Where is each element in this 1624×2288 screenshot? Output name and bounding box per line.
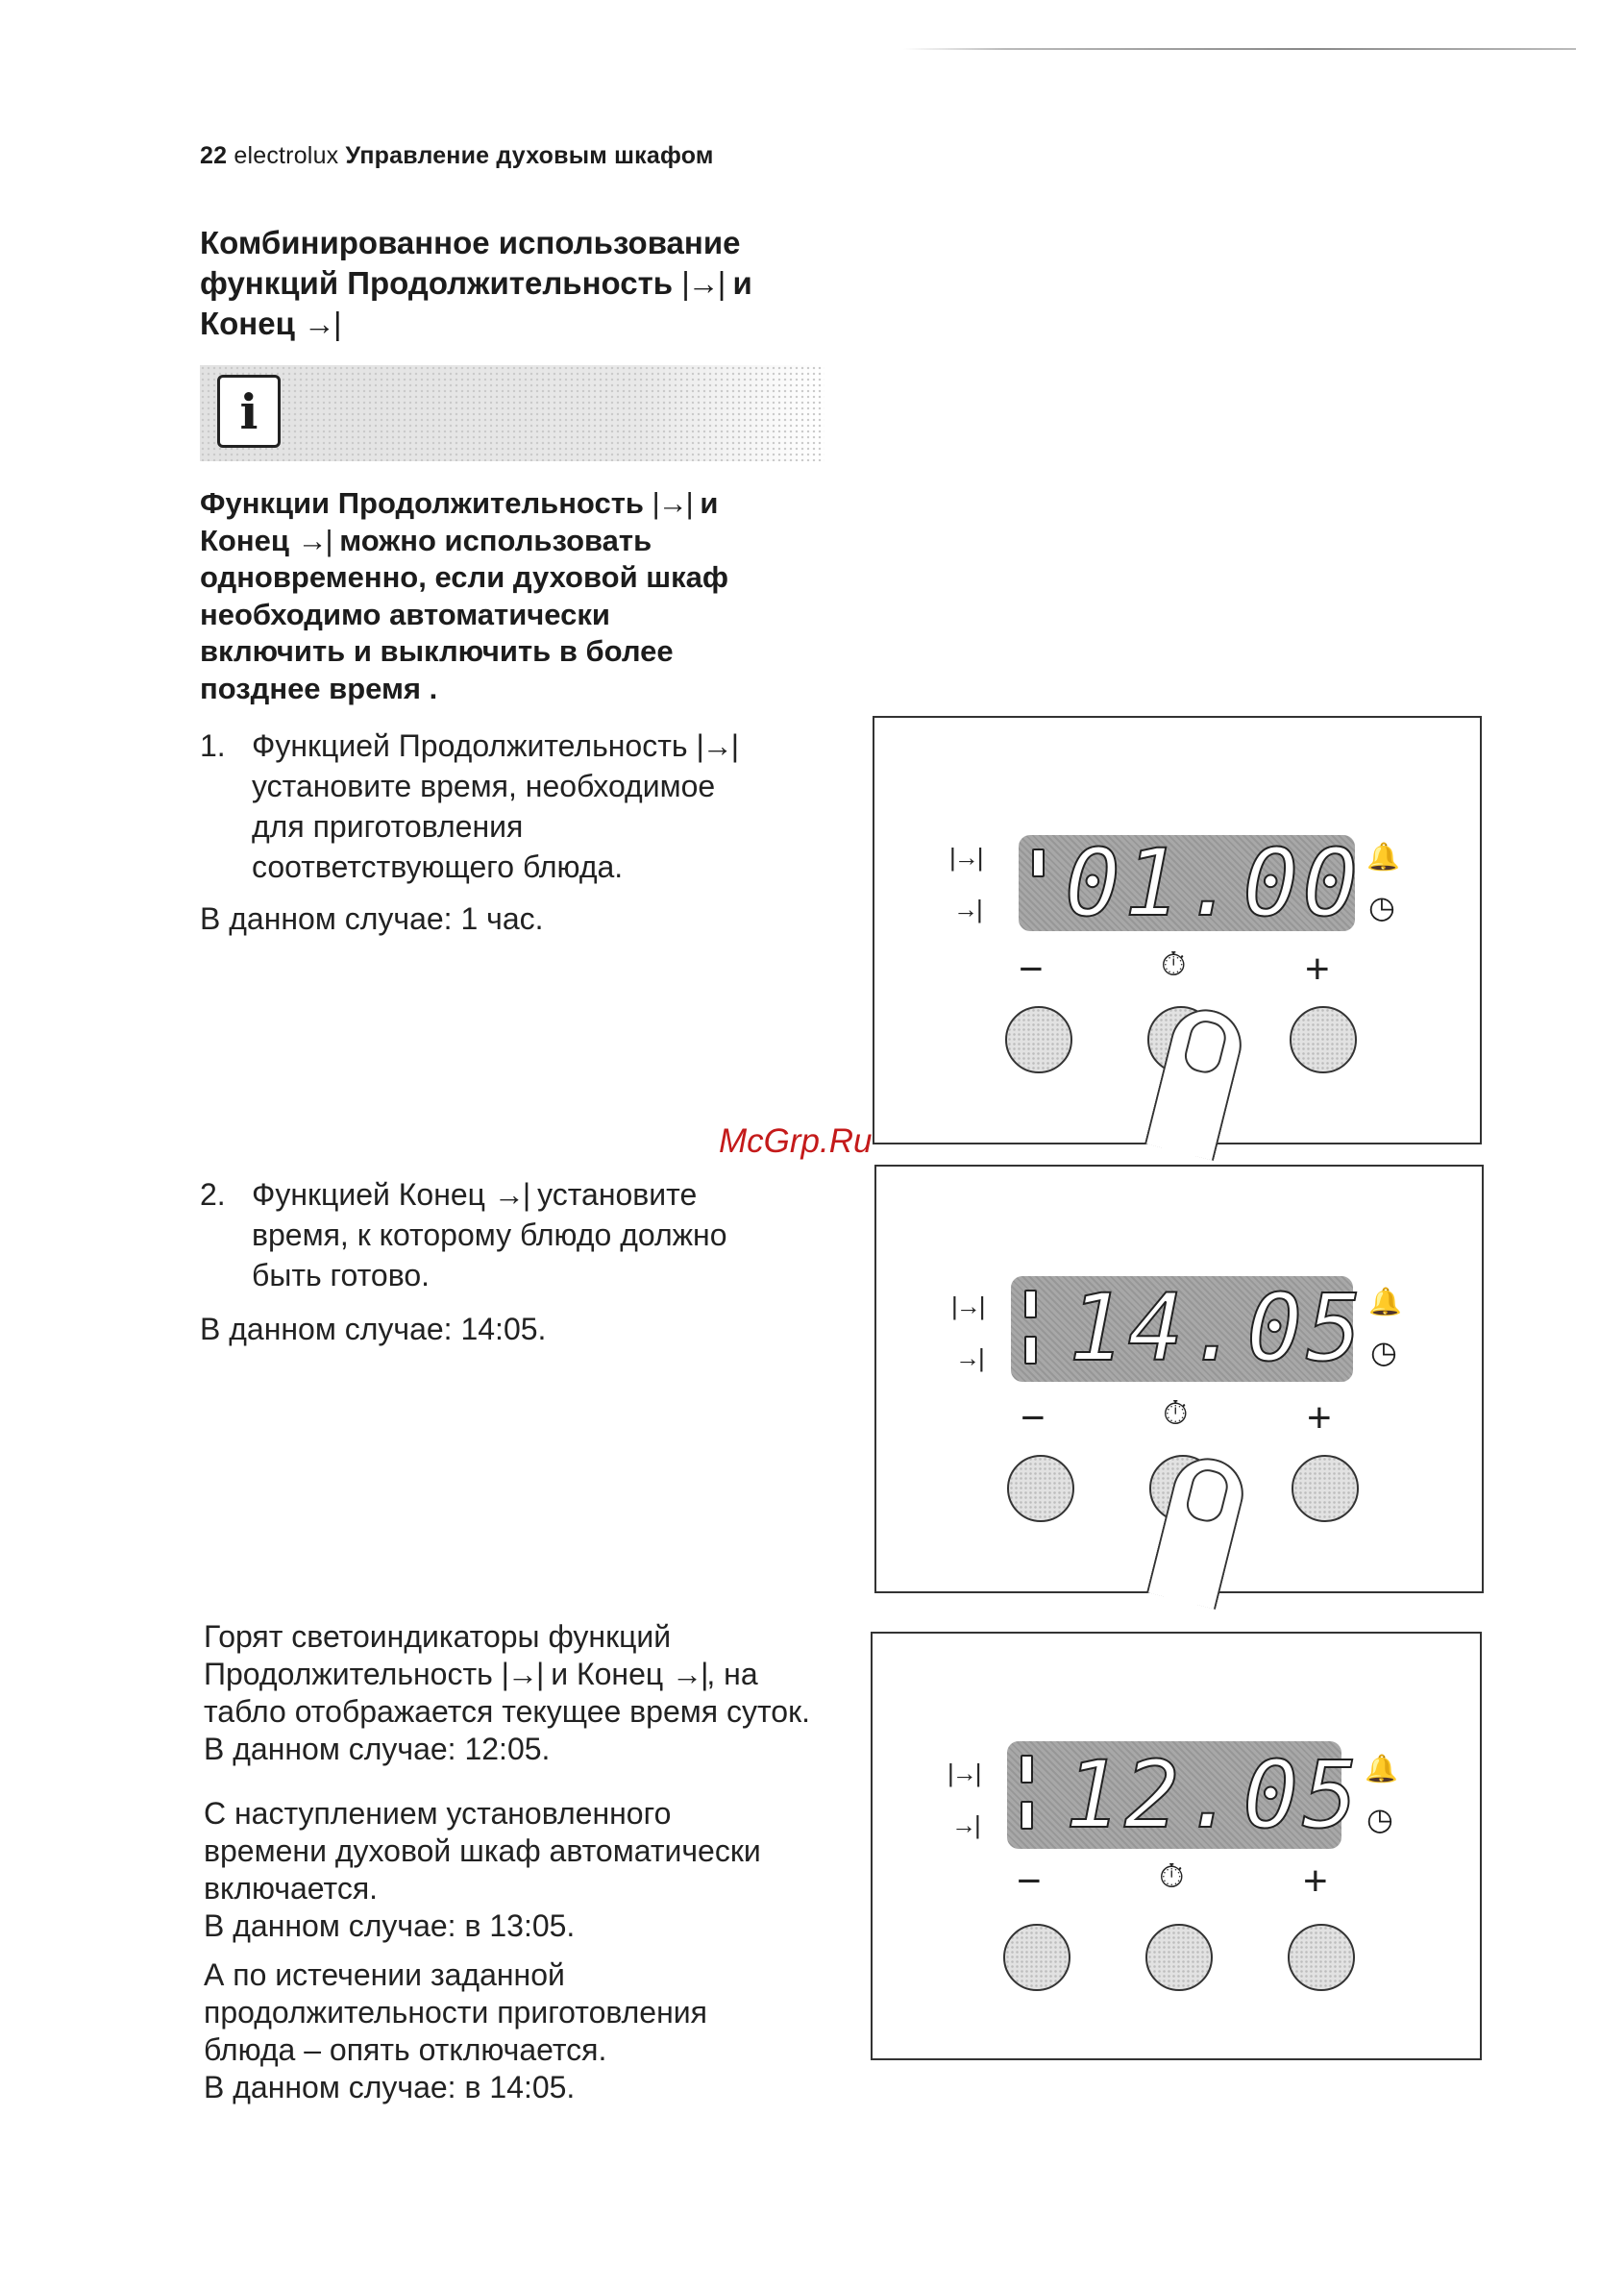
bell-icon: 🔔	[1366, 842, 1400, 872]
intro-line-2-suffix: можно использовать	[339, 523, 652, 557]
function-button[interactable]	[1145, 1924, 1213, 1991]
plus-button[interactable]	[1288, 1924, 1355, 1991]
step-number: 1.	[200, 728, 226, 763]
para-1-line-3: табло отображается текущее время суток.	[204, 1694, 810, 1729]
display-digits: 14.05	[1069, 1274, 1366, 1382]
step-2-line-1: Функцией Конец	[252, 1177, 485, 1212]
para-2-line-1: С наступлением установленного	[204, 1796, 672, 1831]
timer-icon: ⏱	[1161, 947, 1187, 983]
info-bar	[200, 365, 824, 461]
minus-button[interactable]	[1003, 1924, 1070, 1991]
page-header	[200, 142, 714, 170]
step-2-line-2: время, к которому блюдо должно	[252, 1218, 727, 1252]
section-name: Управление духовым шкафом	[345, 142, 714, 169]
step-2-line-3: быть готово.	[252, 1258, 431, 1292]
duration-symbol: |→|	[652, 486, 692, 520]
intro-text	[200, 485, 863, 707]
para-3-line-2: продолжительности приготовления	[204, 1995, 707, 2030]
step-1-line-4: соответствующего блюда.	[252, 849, 624, 884]
duration-symbol: |→|	[681, 265, 725, 301]
end-symbol: →|	[493, 1177, 529, 1212]
display-indicator-mark	[1024, 1336, 1037, 1365]
section-title	[200, 223, 873, 344]
title-line-1: Комбинированное использование	[200, 225, 741, 260]
duration-indicator: |→|	[947, 1759, 980, 1787]
fingernail	[1183, 1466, 1231, 1526]
para-2-line-3: включается.	[204, 1871, 379, 1906]
minus-button[interactable]	[1005, 1006, 1072, 1073]
step-2-line-1-suffix: установите	[537, 1177, 698, 1212]
para-2-line-4: В данном случае: в 13:05.	[204, 1908, 576, 1943]
step-2	[200, 1174, 815, 1295]
display-indicator-mark	[1021, 1755, 1033, 1784]
brand-name: electrolux	[234, 142, 339, 169]
duration-symbol: |→|	[501, 1657, 543, 1691]
end-indicator: →|	[953, 895, 981, 923]
end-indicator: →|	[955, 1343, 983, 1372]
plus-button[interactable]	[1290, 1006, 1357, 1073]
minus-button[interactable]	[1007, 1455, 1074, 1522]
plus-label: +	[1305, 946, 1330, 993]
intro-line-4: необходимо автоматически	[200, 597, 610, 631]
switch-on-paragraph	[204, 1795, 857, 1945]
para-1-line-4: В данном случае: 12:05.	[204, 1732, 551, 1766]
page-number: 22	[200, 142, 228, 169]
duration-indicator: |→|	[949, 843, 982, 872]
duration-indicator: |→|	[951, 1292, 984, 1320]
intro-line-5: включить и выключить в более	[200, 634, 674, 668]
end-symbol: →|	[297, 523, 332, 557]
control-panel-3	[871, 1632, 1482, 2060]
step-1-line-1: Функцией Продолжительность	[252, 728, 688, 763]
para-1-line-2: Продолжительность	[204, 1657, 493, 1691]
para-3-line-4: В данном случае: в 14:05.	[204, 2070, 576, 2104]
intro-line-1: Функции Продолжительность	[200, 486, 644, 520]
display-digits: 12.05	[1065, 1741, 1362, 1849]
timer-icon: ⏱	[1159, 1858, 1185, 1895]
fingernail	[1181, 1018, 1229, 1077]
control-panel-2	[874, 1165, 1484, 1593]
para-1-line-2-end: , на	[706, 1657, 758, 1691]
intro-line-1-suffix: и	[700, 486, 719, 520]
step-number: 2.	[200, 1177, 226, 1212]
scan-edge-line	[903, 48, 1576, 50]
time-display	[1007, 1741, 1362, 1849]
minus-label: −	[1017, 1857, 1042, 1905]
info-icon: i	[217, 375, 281, 448]
plus-label: +	[1307, 1394, 1332, 1441]
para-3-line-1: А по истечении заданной	[204, 1957, 565, 1992]
step-1-line-2: установите время, необходимое	[252, 769, 716, 803]
para-1-line-2-mid: и Конец	[551, 1657, 664, 1691]
display-indicator-mark	[1021, 1801, 1033, 1830]
clock-icon: ◷	[1368, 890, 1395, 924]
end-symbol: →|	[672, 1657, 707, 1691]
para-1-line-1: Горят светоиндикаторы функций	[204, 1619, 672, 1654]
intro-line-2: Конец	[200, 523, 289, 557]
minus-label: −	[1019, 946, 1044, 993]
end-indicator: →|	[951, 1810, 979, 1839]
title-line-2: функций Продолжительность	[200, 265, 674, 301]
minus-label: −	[1021, 1394, 1046, 1441]
plus-label: +	[1303, 1857, 1328, 1905]
step-1-note: В данном случае: 1 час.	[200, 901, 544, 936]
control-panel-1	[873, 716, 1482, 1144]
end-symbol: →|	[304, 306, 340, 341]
step-2-note: В данном случае: 14:05.	[200, 1312, 547, 1346]
timer-icon: ⏱	[1163, 1395, 1189, 1432]
plus-button[interactable]	[1292, 1455, 1359, 1522]
display-indicator-mark	[1032, 849, 1045, 877]
para-3-line-3: блюда – опять отключается.	[204, 2032, 607, 2067]
title-line-3: Конец	[200, 306, 295, 341]
bell-icon: 🔔	[1365, 1754, 1398, 1784]
bell-icon: 🔔	[1368, 1287, 1402, 1316]
time-display	[1019, 829, 1362, 937]
clock-icon: ◷	[1366, 1802, 1393, 1836]
step-1-line-3: для приготовления	[252, 809, 524, 844]
title-line-2-suffix: и	[732, 265, 752, 301]
display-digits: 01.00	[1065, 829, 1362, 937]
duration-symbol: |→|	[696, 728, 738, 763]
clock-icon: ◷	[1370, 1335, 1397, 1369]
intro-line-6: позднее время .	[200, 671, 438, 705]
watermark: McGrp.Ru	[719, 1122, 873, 1160]
time-display	[1011, 1274, 1366, 1382]
para-2-line-2: времени духовой шкаф автоматически	[204, 1833, 761, 1868]
switch-off-paragraph	[204, 1956, 857, 2106]
display-indicator-mark	[1024, 1290, 1037, 1318]
indicator-paragraph	[204, 1618, 857, 1768]
step-1	[200, 726, 815, 887]
intro-line-3: одновременно, если духовой шкаф	[200, 560, 728, 594]
